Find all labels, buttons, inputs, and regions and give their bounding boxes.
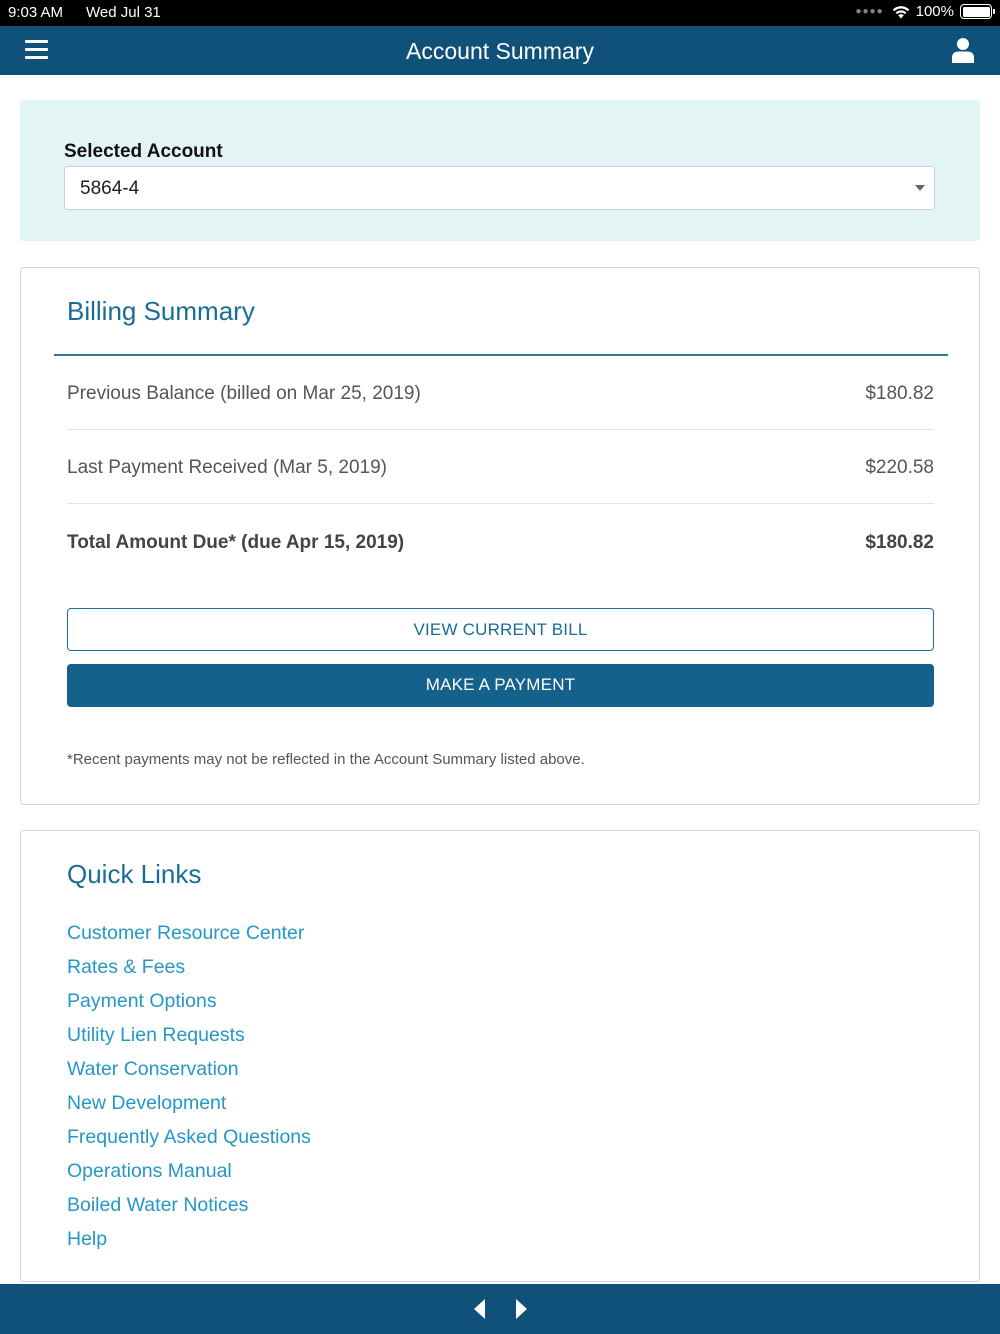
quick-link-water-conservation[interactable]: Water Conservation (67, 1058, 239, 1080)
quick-link-operations-manual[interactable]: Operations Manual (67, 1160, 232, 1182)
account-select[interactable] (64, 166, 935, 210)
previous-balance-amount: $180.82 (865, 383, 934, 404)
quick-links-list (67, 918, 311, 1258)
status-date: Wed Jul 31 (86, 4, 161, 21)
battery-level (963, 7, 990, 17)
make-payment-button[interactable]: MAKE A PAYMENT (67, 664, 934, 707)
last-payment-label: Last Payment Received (Mar 5, 2019) (67, 457, 387, 478)
battery-icon (960, 4, 992, 19)
quick-links-card (20, 830, 980, 1282)
cellular-signal-icon: ●●●● (855, 6, 884, 17)
previous-balance-row (67, 356, 934, 430)
status-indicators (855, 3, 992, 20)
quick-link-faq[interactable]: Frequently Asked Questions (67, 1126, 311, 1148)
account-selector-panel (20, 100, 980, 241)
billing-summary-title: Billing Summary (67, 296, 255, 326)
quick-links-title: Quick Links (67, 859, 202, 889)
view-current-bill-button[interactable]: VIEW CURRENT BILL (67, 608, 934, 651)
total-due-row (67, 505, 934, 579)
chevron-down-icon (915, 185, 925, 191)
previous-balance-label: Previous Balance (billed on Mar 25, 2019) (67, 383, 421, 404)
app-header (0, 26, 1000, 75)
payment-footnote: *Recent payments may not be reflected in the Account Summary listed above. (67, 751, 585, 768)
battery-percentage: 100% (915, 3, 954, 20)
last-payment-amount: $220.58 (865, 457, 934, 478)
quick-link-payment-options[interactable]: Payment Options (67, 990, 217, 1012)
user-profile-icon[interactable] (951, 37, 975, 63)
quick-link-new-development[interactable]: New Development (67, 1092, 227, 1114)
account-select-value: 5864-4 (80, 178, 140, 199)
total-due-amount: $180.82 (865, 532, 934, 553)
last-payment-row (67, 430, 934, 504)
quick-link-utility-lien-requests[interactable]: Utility Lien Requests (67, 1024, 245, 1046)
wifi-icon (892, 5, 910, 19)
selected-account-label: Selected Account (64, 141, 223, 162)
bottom-navigation-bar (0, 1284, 1000, 1334)
quick-link-rates-fees[interactable]: Rates & Fees (67, 956, 186, 978)
status-bar (0, 0, 1000, 26)
back-arrow-icon[interactable] (472, 1298, 488, 1320)
quick-link-customer-resource-center[interactable]: Customer Resource Center (67, 922, 305, 944)
page-title: Account Summary (406, 38, 594, 64)
quick-link-boiled-water-notices[interactable]: Boiled Water Notices (67, 1194, 249, 1216)
billing-summary-card (20, 267, 980, 805)
total-due-label: Total Amount Due* (due Apr 15, 2019) (67, 532, 405, 553)
quick-link-help[interactable]: Help (67, 1228, 108, 1250)
status-time: 9:03 AM (8, 4, 64, 21)
forward-arrow-icon[interactable] (513, 1298, 529, 1320)
